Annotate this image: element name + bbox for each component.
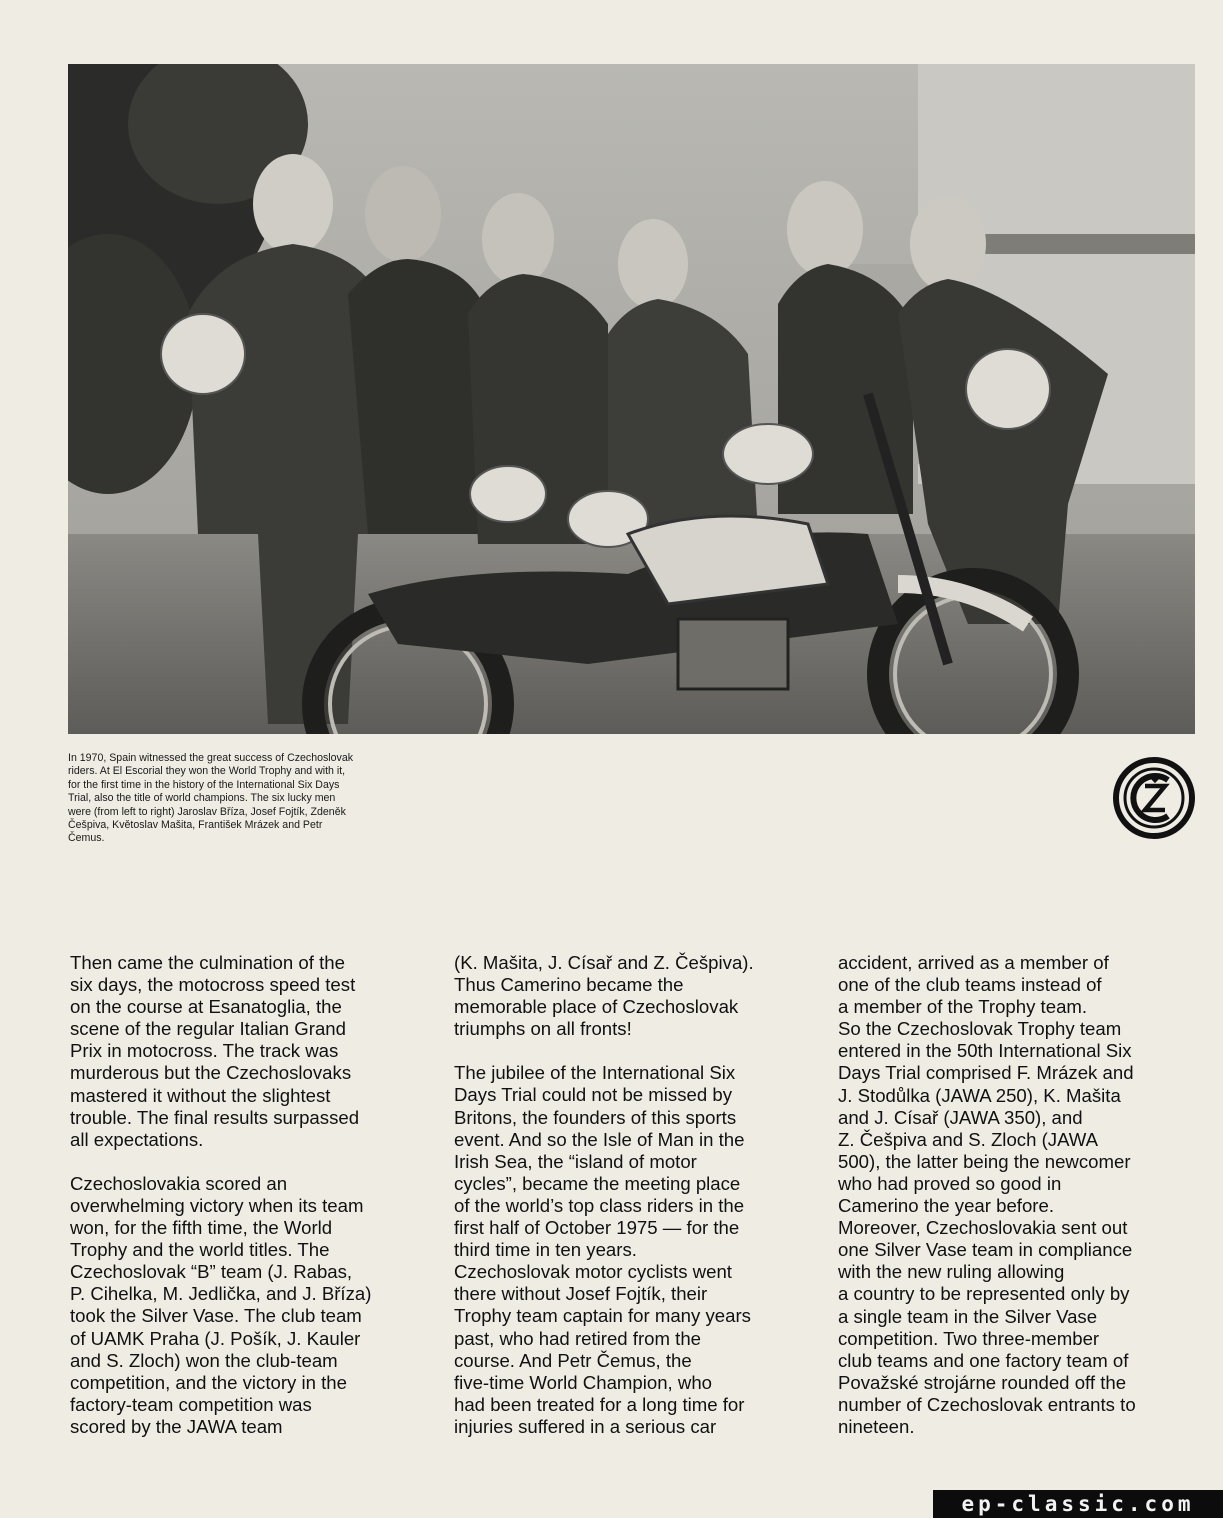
watermark: ep-classic.com [933,1490,1223,1518]
paragraph: Czechoslovakia scored an overwhelming victory when its team won, for the fifth time, the World Trophy and the world titles. The Czechoslovak “B” team (J. Rabas, P. Cihelka, M. Jedlička, and J. Bříza) took the Silver Vase. The club team of UAMK Praha (J. Pošík, J. Kauler and S. Zloch) won the club-team competition, and the victory in the factory-team competition was scored by the JAWA team [70,1172,372,1437]
text-column-1 [70,952,440,1460]
text-column-3 [838,952,1208,1460]
cz-logo-icon [1112,756,1196,840]
paragraph: (K. Mašita, J. Císař and Z. Češpiva). Thus Camerino became the memorable place of Czechoslovak triumphs on all fronts! [454,952,754,1040]
text-column-2 [454,952,824,1460]
paragraph: Then came the culmination of the six days, the motocross speed test on the course at Esanatoglia, the scene of the regular Italian Grand Prix in motocross. The track was murderous but the Czechoslovaks mastered it without the slightest trouble. The final results surpassed all expectations. [70,952,360,1150]
team-photo-illustration [68,64,1195,734]
photo-caption: In 1970, Spain witnessed the great success of Czechoslovak riders. At El Escorial they won the World Trophy and with it, for the first time in the history of the International Six Days Trial, also the title of world champions. The six lucky men were (from left to right) Jaroslav Bříza, Josef Fojtík, Zdeněk Češpiva, Květoslav Mašita, František Mrázek and Petr Čemus. [68,752,354,845]
paragraph: The jubilee of the International Six Days Trial could not be missed by Britons, the founders of this sports event. And so the Isle of Man in the Irish Sea, the “island of motor cycles”, became the meeting place of the world’s top class riders in the first half of October 1975 — for the third time in ten years. Czechoslovak motor cyclists went there without Josef Fojtík, their Trophy team captain for many years past, who had retired from the course. And Petr Čemus, the five-time World Champion, who had been treated for a long time for injuries suffered in a serious car [454,1062,751,1437]
paragraph: accident, arrived as a member of one of the club teams instead of a member of the Trophy team. So the Czechoslovak Trophy team entered in the 50th International Six Days Trial comprised F. Mrázek and J. Stodůlka (JAWA 250), K. Mašita and J. Císař (JAWA 350), and Z. Češpiva and S. Zloch (JAWA 500), the latter being the newcomer who had proved so good in Camerino the year before. Moreover, Czechoslovakia sent out one Silver Vase team in compliance with the new ruling allowing a country to be represented only by a single team in the Silver Vase competition. Two three-member club teams and one factory team of Považské strojárne rounded off the number of Czechoslovak entrants to nineteen. [838,952,1136,1437]
team-photo [68,64,1195,734]
